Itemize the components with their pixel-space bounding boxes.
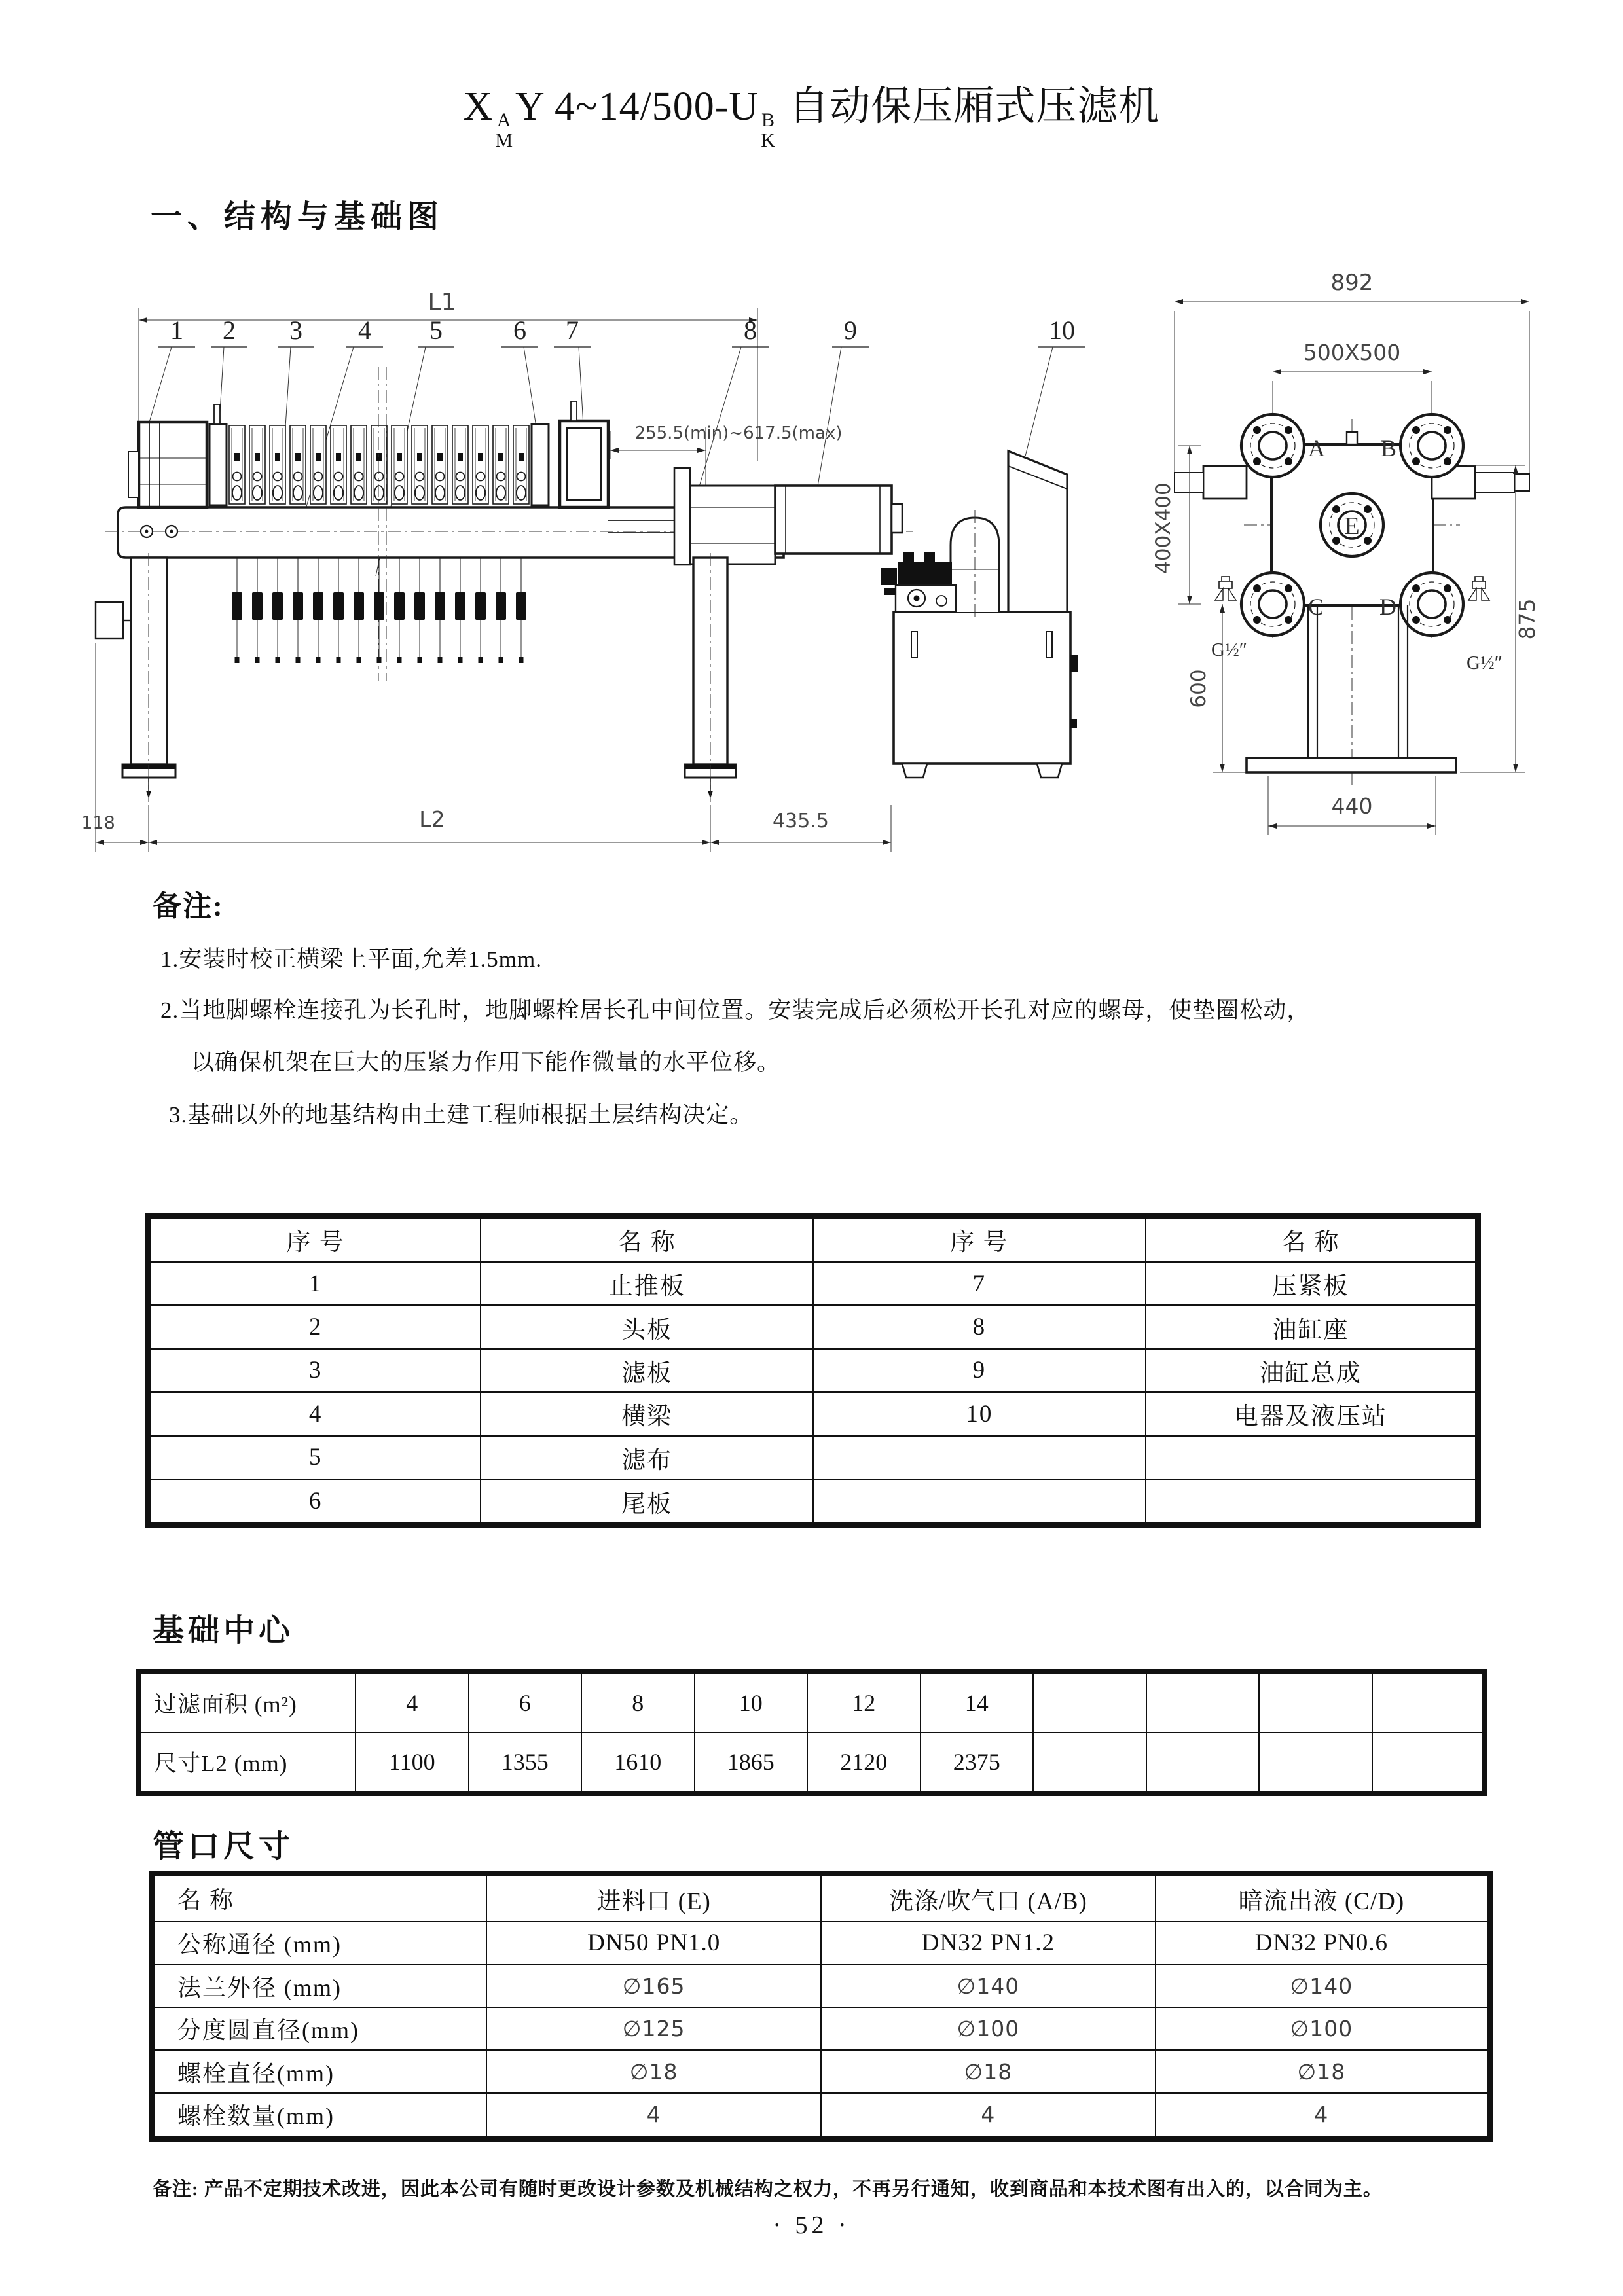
page-title [0,73,1623,151]
table-row [149,1392,1478,1435]
structure-foundation-drawing [79,249,1552,890]
svg-text:440: 440 [1331,793,1373,819]
svg-text:9: 9 [844,315,857,345]
table-row [149,1262,1478,1305]
flange-c-label: C [1308,594,1324,620]
flange-e-label: E [1344,512,1360,540]
svg-text:6: 6 [513,315,526,345]
cloth-hanger [496,558,506,663]
foundation-cell [1372,1672,1486,1732]
foundation-cell [1033,1732,1146,1793]
parts-cell: 油缸座 [1146,1305,1478,1348]
filter-plate [310,425,326,504]
base-plate [1247,758,1456,772]
cloth-hanger [516,558,526,663]
foundation-cell: 1610 [581,1732,695,1793]
parts-table [145,1213,1481,1528]
callout-10 [1025,315,1085,456]
model-x-sup: A [496,109,512,132]
table-row [138,1732,1485,1793]
parts-cell: 9 [813,1349,1146,1392]
foundation-cell [1146,1732,1260,1793]
cylinder-seat [690,486,775,564]
ports-header: 暗流出液 (C/D) [1156,1874,1490,1922]
foundation-cell: 4 [356,1672,469,1732]
dim-400x400 [1152,446,1201,604]
ports-cell: ∅165 [486,1964,821,2007]
machine-name: 自动保压厢式压滤机 [788,84,1160,129]
footer-disclaimer: 备注: 产品不定期技术改进，因此本公司有随时更改设计参数及机械结构之权力，不再另行通知，收到商品和本技术图有出入的，以合同为主。 [153,2179,1383,2200]
foundation-cell: 2120 [807,1732,921,1793]
ports-cell: 螺栓直径(mm) [153,2050,487,2093]
left-leg [122,553,175,804]
parts-cell: 5 [149,1436,481,1479]
table-row [149,1479,1478,1525]
ports-cell: 公称通径 (mm) [153,1922,487,1965]
svg-text:600: 600 [1187,669,1211,708]
notes-label: 备注: [153,890,224,922]
table-row [153,2050,1490,2093]
cylinder-assembly [775,486,902,554]
flange-a-label: A [1308,435,1325,461]
foundation-cell: 1865 [695,1732,808,1793]
foundation-cell: 2375 [921,1732,1034,1793]
foundation-table [136,1669,1487,1796]
parts-cell: 止推板 [481,1262,813,1305]
ports-cell: DN32 PN1.2 [821,1922,1156,1965]
cloth-hanger [475,558,486,663]
end-view [1152,270,1540,835]
ports-cell: ∅18 [821,2050,1156,2093]
filter-plate [452,425,468,504]
model-x-stack [495,111,513,151]
foundation-cell: 6 [469,1672,582,1732]
parts-cell: 7 [813,1262,1146,1305]
filter-plate [290,425,306,504]
oil-tank [894,612,1070,764]
model-u-sup: B [761,109,776,132]
ports-cell: ∅140 [1156,1964,1490,2007]
parts-cell: 6 [149,1479,481,1525]
table-row [153,1922,1490,1965]
anchor-bracket [96,602,131,639]
note-line-1: 1.安装时校正横梁上平面,允差1.5mm. [160,946,542,972]
svg-text:1: 1 [170,315,183,345]
table-row [138,1672,1485,1732]
table-row [153,2007,1490,2051]
valve-manifold [898,562,952,585]
parts-header-row [149,1216,1478,1262]
flange-b [1400,414,1463,477]
parts-cell: 2 [149,1305,481,1348]
filter-plate [249,425,265,504]
model-x-sub: M [495,129,514,151]
parts-cell: 压紧板 [1146,1262,1478,1305]
filter-plate [412,425,428,504]
parts-cell [1146,1479,1478,1525]
filter-plate-stack [229,425,529,504]
flange-d [1400,573,1463,636]
svg-text:892: 892 [1330,270,1374,296]
filter-plate [270,425,285,504]
flange-a [1241,414,1304,477]
svg-text:4: 4 [358,315,371,345]
ports-cell: ∅125 [486,2007,821,2051]
ports-header-row [153,1874,1490,1922]
ports-heading: 管口尺寸 [153,1829,295,1864]
flange-c [1241,573,1304,636]
ports-cell: ∅18 [486,2050,821,2093]
ports-cell: DN50 PN1.0 [486,1922,821,1965]
valve-block [896,585,956,612]
parts-cell: 3 [149,1349,481,1392]
ports-cell: 4 [486,2093,821,2139]
parts-cell: 8 [813,1305,1146,1348]
dim-bottom [81,643,891,852]
ports-cell: ∅100 [821,2007,1156,2051]
rod-bracket [674,468,690,565]
ports-cell: 4 [821,2093,1156,2139]
cloth-hanger [435,558,445,663]
ports-cell: DN32 PN0.6 [1156,1922,1490,1965]
foundation-heading: 基础中心 [153,1613,295,1648]
section-heading: 一、结构与基础图 [151,200,445,234]
svg-text:8: 8 [744,315,757,345]
cloth-hanger [252,558,263,663]
model-u-stack [761,111,776,151]
cloth-hanger [272,558,283,663]
filter-plate [331,425,346,504]
table-row [153,2093,1490,2139]
right-leg [685,553,736,804]
svg-text:2: 2 [223,315,236,345]
flange-b-label: B [1380,435,1396,461]
table-row [149,1436,1478,1479]
drain-tap-right [1468,577,1489,600]
parts-cell: 4 [149,1392,481,1435]
parts-cell [1146,1436,1478,1479]
parts-header: 序 号 [813,1216,1146,1262]
head-plate [210,424,227,505]
cloth-hanger [374,558,384,663]
control-panel [1008,451,1067,612]
dim-875 [1460,465,1540,772]
note-line-2: 2.当地脚螺栓连接孔为长孔时，地脚螺栓居长孔中间位置。安装完成后必须松开长孔对应的螺母，使垫圈松动， [160,997,1311,1023]
parts-header: 序 号 [149,1216,481,1262]
thrust-plate [128,422,207,507]
callout-3 [278,315,314,427]
cloth-hanger [313,558,323,663]
filter-cloth-hangers [232,558,526,663]
table-row [153,1964,1490,2007]
pressing-plate [560,401,608,507]
foundation-row-label: 过滤面积 (m²) [138,1672,356,1732]
ports-cell: ∅140 [821,1964,1156,2007]
ports-header: 进料口 (E) [486,1874,821,1922]
parts-cell [813,1436,1146,1479]
filter-plate [351,425,367,504]
flange-d-label: D [1379,594,1396,620]
parts-cell: 10 [813,1392,1146,1435]
filter-plate [392,425,407,504]
note-line-3: 以确保机架在巨大的压紧力作用下能作微量的水平位移。 [191,1050,781,1075]
foundation-cell: 1100 [356,1732,469,1793]
cloth-hanger [232,558,242,663]
filter-plate [371,425,387,504]
side-view [81,367,913,852]
parts-cell: 1 [149,1262,481,1305]
foundation-cell [1259,1672,1372,1732]
dim-l1-label: L1 [428,289,456,315]
parts-cell: 电器及液压站 [1146,1392,1478,1435]
ports-cell: 分度圆直径(mm) [153,2007,487,2051]
parts-cell: 横梁 [481,1392,813,1435]
foundation-cell [1033,1672,1146,1732]
svg-text:7: 7 [566,315,579,345]
filter-plate [473,425,488,504]
parts-cell: 头板 [481,1305,813,1348]
head-plate-pin [214,404,220,424]
foundation-cell: 14 [921,1672,1034,1732]
beam-bracket-left [1175,466,1247,499]
cloth-hanger [394,558,405,663]
dim-118-label: 118 [81,813,115,833]
callout-1 [147,315,195,429]
model-x: X [463,84,494,129]
ports-cell: ∅100 [1156,2007,1490,2051]
svg-text:3: 3 [289,315,302,345]
parts-header: 名 称 [481,1216,813,1262]
parts-cell: 油缸总成 [1146,1349,1478,1392]
table-row [149,1349,1478,1392]
svg-text:500X500: 500X500 [1303,340,1401,365]
ports-header: 名 称 [153,1874,487,1922]
dim-500x500 [1273,340,1432,419]
ports-table [149,1871,1493,2142]
foundation-cell: 12 [807,1672,921,1732]
drain-tap-left [1215,577,1236,600]
svg-text:400X400: 400X400 [1152,482,1175,574]
parts-cell [813,1479,1146,1525]
cloth-hanger [333,558,344,663]
filter-plate [229,425,245,504]
foundation-cell [1259,1732,1372,1793]
parts-cell: 尾板 [481,1479,813,1525]
foundation-cell [1372,1732,1486,1793]
model-u-sub: K [761,129,776,151]
svg-text:5: 5 [429,315,443,345]
ports-cell: 螺栓数量(mm) [153,2093,487,2139]
foundation-cell: 8 [581,1672,695,1732]
svg-text:10: 10 [1049,315,1075,345]
svg-text:875: 875 [1514,598,1540,640]
dim-l2-label: L2 [419,806,445,832]
dim-travel-label: 255.5(min)~617.5(max) [634,423,843,443]
note-line-4: 3.基础以外的地基结构由土建工程师根据土层结构决定。 [169,1102,754,1128]
dim-435-label: 435.5 [773,810,829,833]
model-mid: Y 4~14/500-U [515,84,759,129]
table-row [149,1305,1478,1348]
foundation-row-label: 尺寸L2 (mm) [138,1732,356,1793]
parts-cell: 滤板 [481,1349,813,1392]
filter-plate [493,425,509,504]
foundation-cell: 1355 [469,1732,582,1793]
g-half-left-label: G½″ [1211,639,1247,660]
hydraulic-station [881,451,1078,778]
foundation-cell [1146,1672,1260,1732]
filter-plate [513,425,529,504]
callout-6 [501,315,538,427]
parts-cell: 滤布 [481,1436,813,1479]
cloth-hanger [354,558,364,663]
parts-header: 名 称 [1146,1216,1478,1262]
dim-600 [1187,604,1248,772]
g-half-right-label: G½″ [1467,653,1503,673]
cloth-hanger [455,558,465,663]
cloth-hanger [293,558,303,663]
ports-cell: 4 [1156,2093,1490,2139]
callout-2 [211,315,247,412]
filter-plate [432,425,448,504]
page-number: · 52 · [773,2212,850,2239]
cloth-hanger [414,558,425,663]
tail-plate [532,424,549,505]
ports-cell: 法兰外径 (mm) [153,1964,487,2007]
ports-cell: ∅18 [1156,2050,1490,2093]
ports-header: 洗涤/吹气口 (A/B) [821,1874,1156,1922]
foundation-cell: 10 [695,1672,808,1732]
